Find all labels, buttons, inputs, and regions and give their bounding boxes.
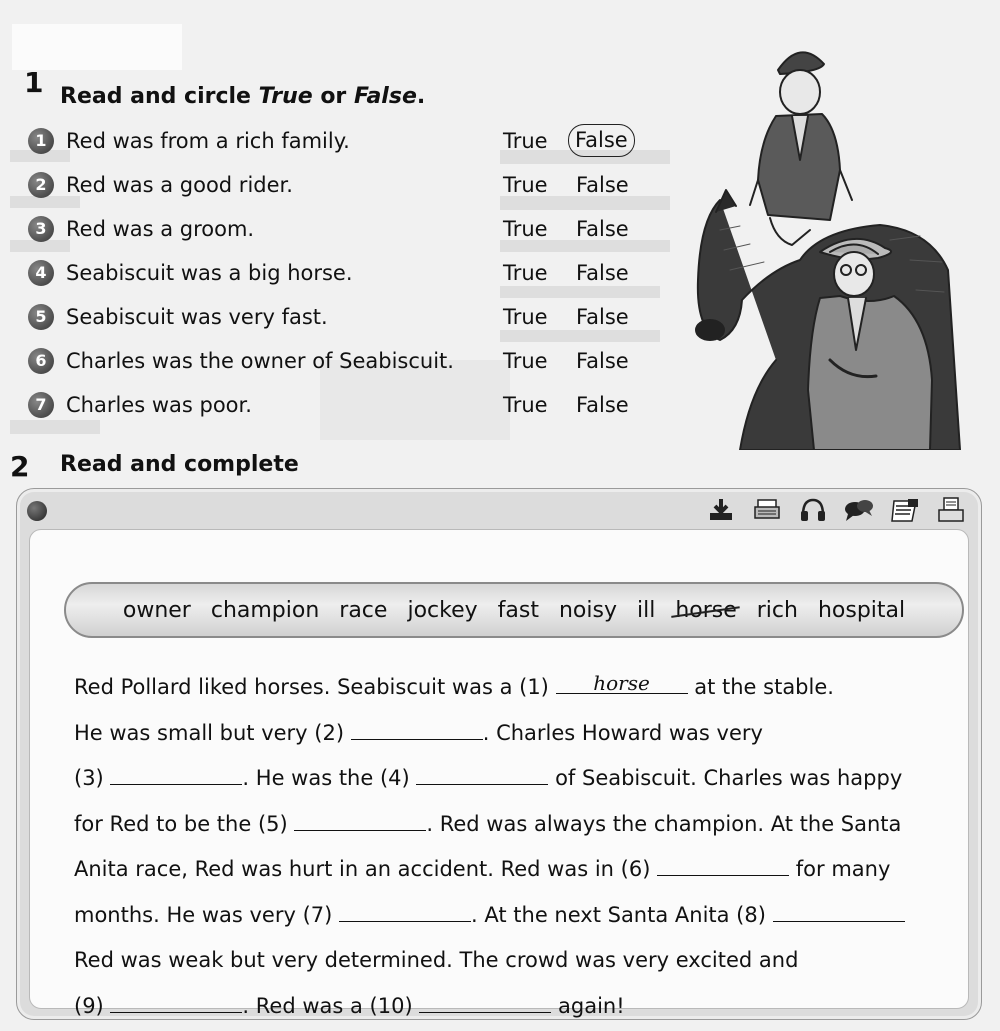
jockey-horse-illustration [680,30,980,450]
passage [74,665,974,1029]
passage-line: He was small but very (2) . Charles Howard was very [74,711,974,757]
download-icon[interactable] [705,495,737,525]
exercise-1-title: Read and circle True or False. [60,84,426,109]
answer-blank-1[interactable]: horse [556,669,688,694]
answer-blank-10[interactable] [419,988,551,1013]
passage-line: Anita race, Red was hurt in an accident. Red was in (6) for many [74,847,974,893]
toolbar [705,495,967,525]
true-option[interactable]: True [503,261,548,285]
panel-content [29,529,969,1018]
question-number: 5 [28,304,54,330]
question-number: 6 [28,348,54,374]
true-option[interactable]: True [503,217,548,241]
passage-line: Red Pollard liked horses. Seabiscuit was a (1) horse at the stable. [74,671,834,699]
false-option[interactable]: False [576,173,629,197]
question-row [28,212,668,252]
word-bank-item: ill [636,597,656,623]
question-row [28,388,668,428]
question-row [28,124,668,164]
question-text: Red was a good rider. [66,173,293,197]
answer-blank-5[interactable] [294,806,426,831]
passage-line: (3) . He was the (4) of Seabiscuit. Charles was happy [74,756,974,802]
false-option[interactable]: False [576,261,629,285]
question-row [28,256,668,296]
speech-bubbles-icon[interactable] [843,495,875,525]
question-number: 2 [28,172,54,198]
false-option[interactable]: False [576,393,629,417]
exercise-2-title: Read and complete [60,452,299,477]
false-option[interactable]: False [576,217,629,241]
white-patch [12,24,182,70]
question-number: 3 [28,216,54,242]
answer-blank-6[interactable] [657,851,789,876]
word-bank-item: jockey [407,597,478,623]
true-option[interactable]: True [503,129,548,153]
question-text: Charles was poor. [66,393,252,417]
answer-blank-8[interactable] [773,897,905,922]
question-number: 4 [28,260,54,286]
answer-blank-7[interactable] [339,897,471,922]
answer-blank-3[interactable] [110,760,242,785]
false-option[interactable]: False [576,305,629,329]
answer-blank-4[interactable] [416,760,548,785]
passage-text: . At the next Santa Anita (8) [471,902,773,927]
passage-line: for Red to be the (5) . Red was always the champion. At the Santa [74,802,974,848]
false-option[interactable]: False [576,349,629,373]
document-printer-icon[interactable] [935,495,967,525]
word-bank-item: rich [756,597,798,623]
question-number: 7 [28,392,54,418]
true-option[interactable]: True [503,305,548,329]
exercise-panel [16,488,982,1020]
word-bank-item: fast [497,597,539,623]
passage-line: months. He was very (7) . At the next Santa Anita (8) [74,893,974,939]
panel-indicator-dot [27,501,47,521]
answer-blank-2[interactable] [351,715,483,740]
true-option[interactable]: True [503,349,548,373]
word-bank-item: champion [210,597,320,623]
true-option[interactable]: True [503,173,548,197]
exercise-2-number: 2 [10,450,30,483]
word-bank-item: noisy [558,597,617,623]
question-row [28,300,668,340]
false-option-circled[interactable]: False [568,124,635,157]
question-number: 1 [28,128,54,154]
question-text: Red was from a rich family. [66,129,350,153]
question-row [28,168,668,208]
exercise-1-number: 1 [24,66,44,99]
question-text: Seabiscuit was a big horse. [66,261,353,285]
word-bank-item: owner [122,597,191,623]
printer-icon[interactable] [751,495,783,525]
passage-line: Red was weak but very determined. The crowd was very excited and [74,948,799,972]
word-bank-item-struck: horse [675,597,737,623]
word-bank [64,582,964,638]
question-text: Seabiscuit was very fast. [66,305,328,329]
word-bank-item: race [339,597,388,623]
notes-icon[interactable] [889,495,921,525]
word-bank-item: hospital [817,597,906,623]
headphones-icon[interactable] [797,495,829,525]
passage-line: (9) . Red was a (10) again! [74,984,974,1030]
question-row [28,344,668,384]
answer-blank-9[interactable] [110,988,242,1013]
question-text: Charles was the owner of Seabiscuit. [66,349,454,373]
true-option[interactable]: True [503,393,548,417]
question-text: Red was a groom. [66,217,255,241]
